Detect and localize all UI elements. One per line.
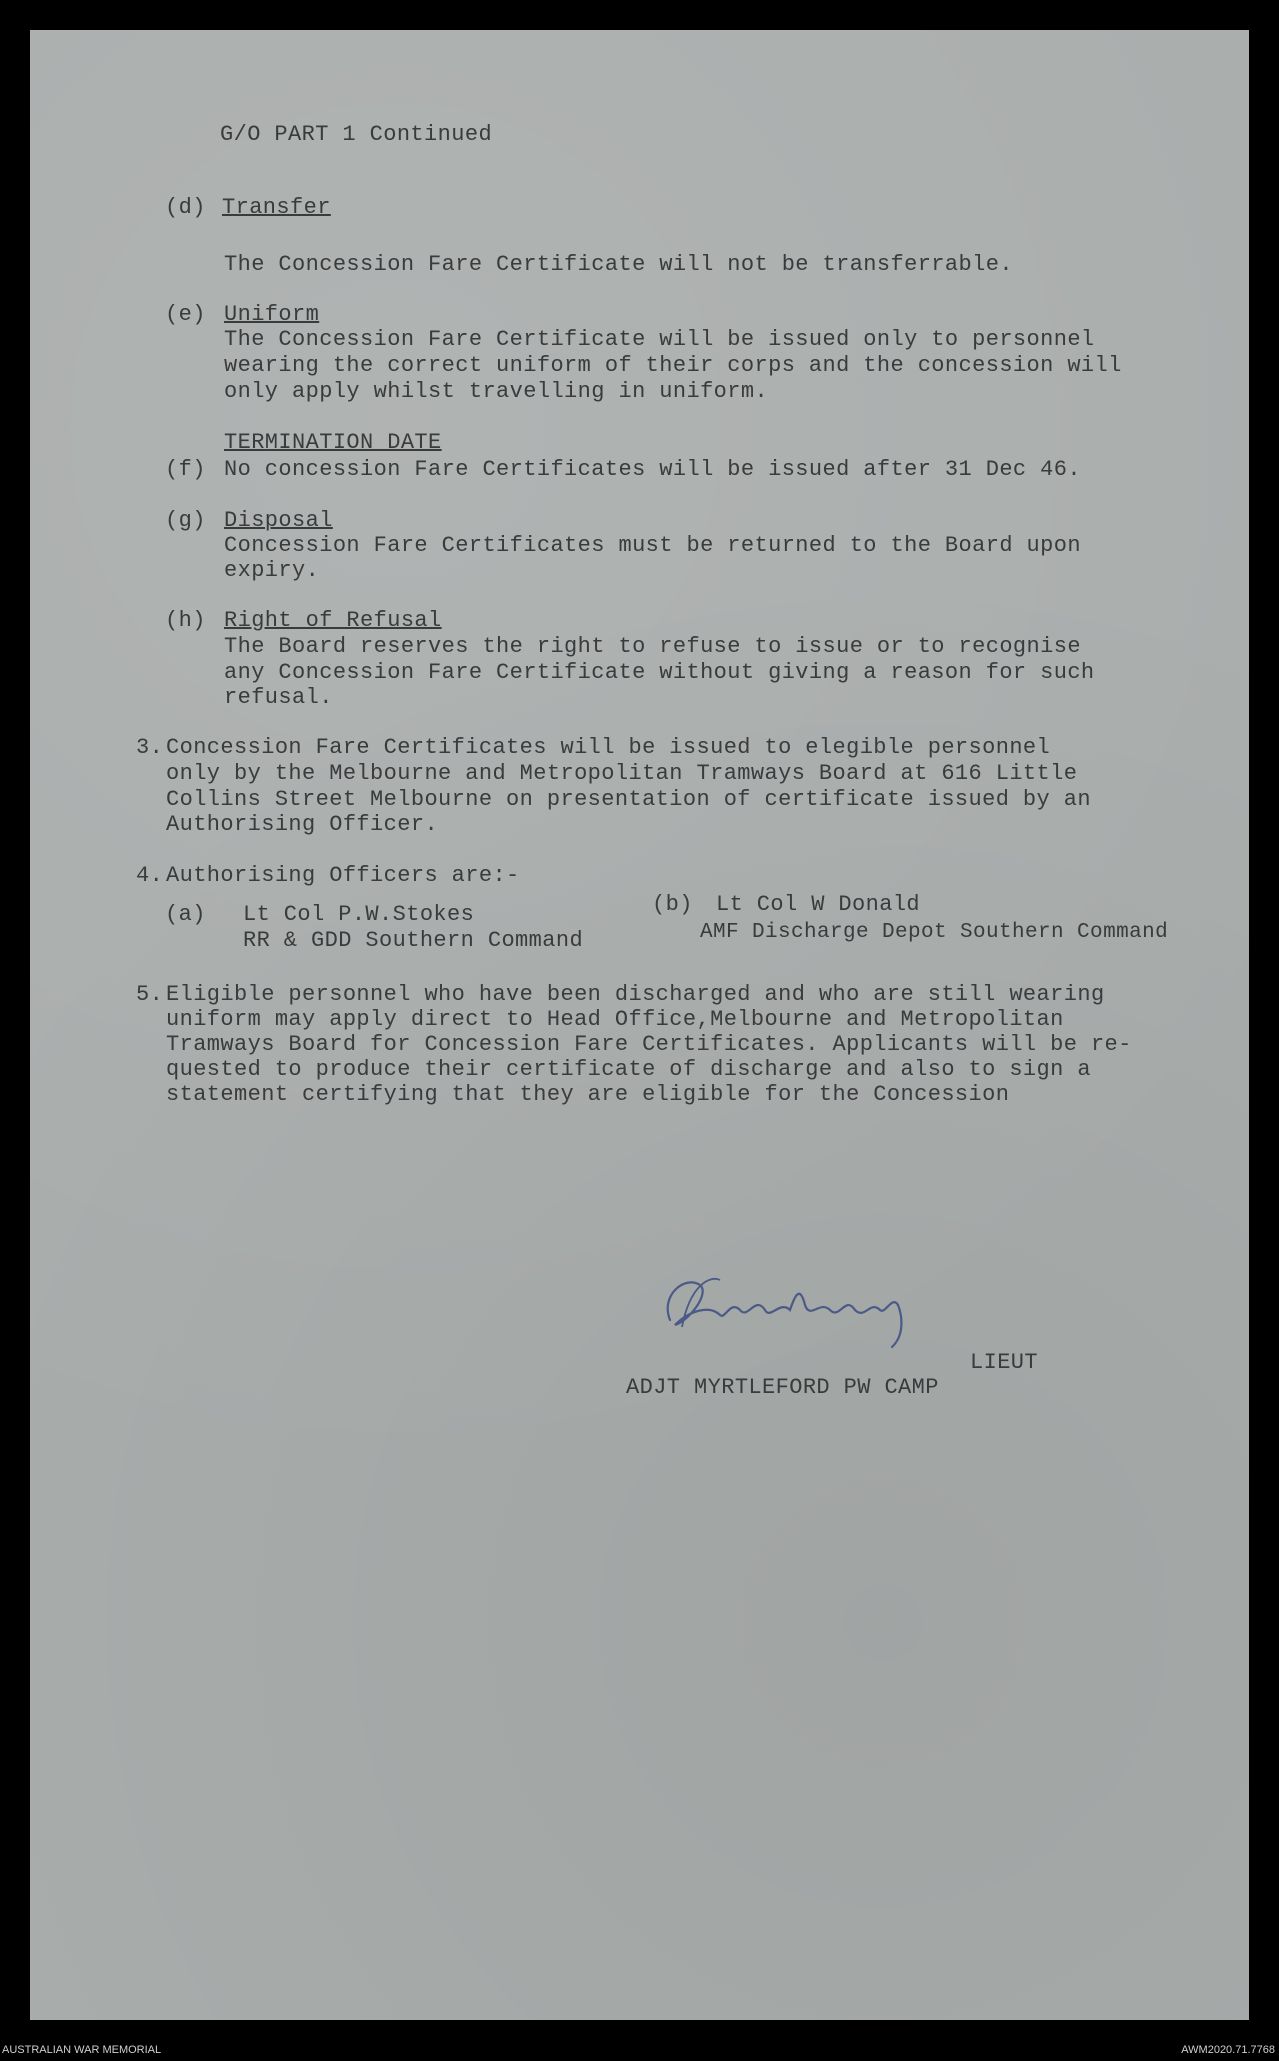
header-ref: G/O PART 1 Continued <box>220 122 493 147</box>
item-g-label: (g) <box>165 508 206 533</box>
item-g-line: expiry. <box>224 558 320 583</box>
para5-line: quested to produce their certificate of discharge and also to sign a <box>166 1057 1091 1082</box>
para3-num: 3. <box>136 735 164 760</box>
para4-text: Authorising Officers are:- <box>166 863 520 888</box>
officer-a-unit: RR & GDD Southern Command <box>243 928 584 953</box>
item-d-label: (d) <box>165 195 206 220</box>
para3-line: only by the Melbourne and Metropolitan Tramways Board at 616 Little <box>166 761 1078 786</box>
para3-line: Collins Street Melbourne on presentation of certificate issued by an <box>166 787 1091 812</box>
para5-num: 5. <box>136 982 164 1007</box>
item-h-title: Right of Refusal <box>224 608 442 633</box>
para5-line: Eligible personnel who have been discharged and who are still wearing <box>166 982 1105 1007</box>
item-e-label: (e) <box>165 302 206 327</box>
item-e-line: The Concession Fare Certificate will be issued only to personnel <box>224 327 1095 352</box>
officer-b-name: Lt Col W Donald <box>716 892 921 917</box>
item-g-line: Concession Fare Certificates must be returned to the Board upon <box>224 533 1081 558</box>
footer-right: AWM2020.71.7768 <box>1181 2044 1275 2056</box>
item-d-title: Transfer <box>222 195 331 220</box>
item-d-text: The Concession Fare Certificate will not be transferrable. <box>224 252 1013 277</box>
item-h-line: refusal. <box>224 685 333 710</box>
document-page <box>30 30 1249 2020</box>
para5-line: statement certifying that they are eligible for the Concession <box>166 1082 1010 1107</box>
officer-b-unit: AMF Discharge Depot Southern Command <box>700 921 1169 944</box>
item-f-text: No concession Fare Certificates will be issued after 31 Dec 46. <box>224 457 1081 482</box>
officer-a-label: (a) <box>165 902 206 927</box>
footer-left: AUSTRALIAN WAR MEMORIAL <box>2 2044 162 2056</box>
officer-a-name: Lt Col P.W.Stokes <box>243 902 475 927</box>
item-e-title: Uniform <box>224 302 320 327</box>
item-h-line: The Board reserves the right to refuse to issue or to recognise <box>224 634 1081 659</box>
handwritten-signature <box>630 1265 970 1355</box>
item-e-line: only apply whilst travelling in uniform. <box>224 379 769 404</box>
item-h-line: any Concession Fare Certificate without giving a reason for such <box>224 660 1095 685</box>
signature-rank: LIEUT <box>970 1350 1039 1375</box>
signature-title: ADJT MYRTLEFORD PW CAMP <box>626 1375 939 1400</box>
item-e-line: wearing the correct uniform of their corps and the concession will <box>224 353 1122 378</box>
para5-line: Tramways Board for Concession Fare Certificates. Applicants will be re- <box>166 1032 1132 1057</box>
item-f-title: TERMINATION DATE <box>224 430 442 455</box>
item-h-label: (h) <box>165 608 206 633</box>
para4-num: 4. <box>136 863 164 888</box>
para3-line: Concession Fare Certificates will be issued to elegible personnel <box>166 735 1051 760</box>
item-f-label: (f) <box>165 457 206 482</box>
officer-b-label: (b) <box>652 892 693 917</box>
para5-line: uniform may apply direct to Head Office,Melbourne and Metropolitan <box>166 1007 1064 1032</box>
para3-line: Authorising Officer. <box>166 812 439 837</box>
item-g-title: Disposal <box>224 508 333 533</box>
